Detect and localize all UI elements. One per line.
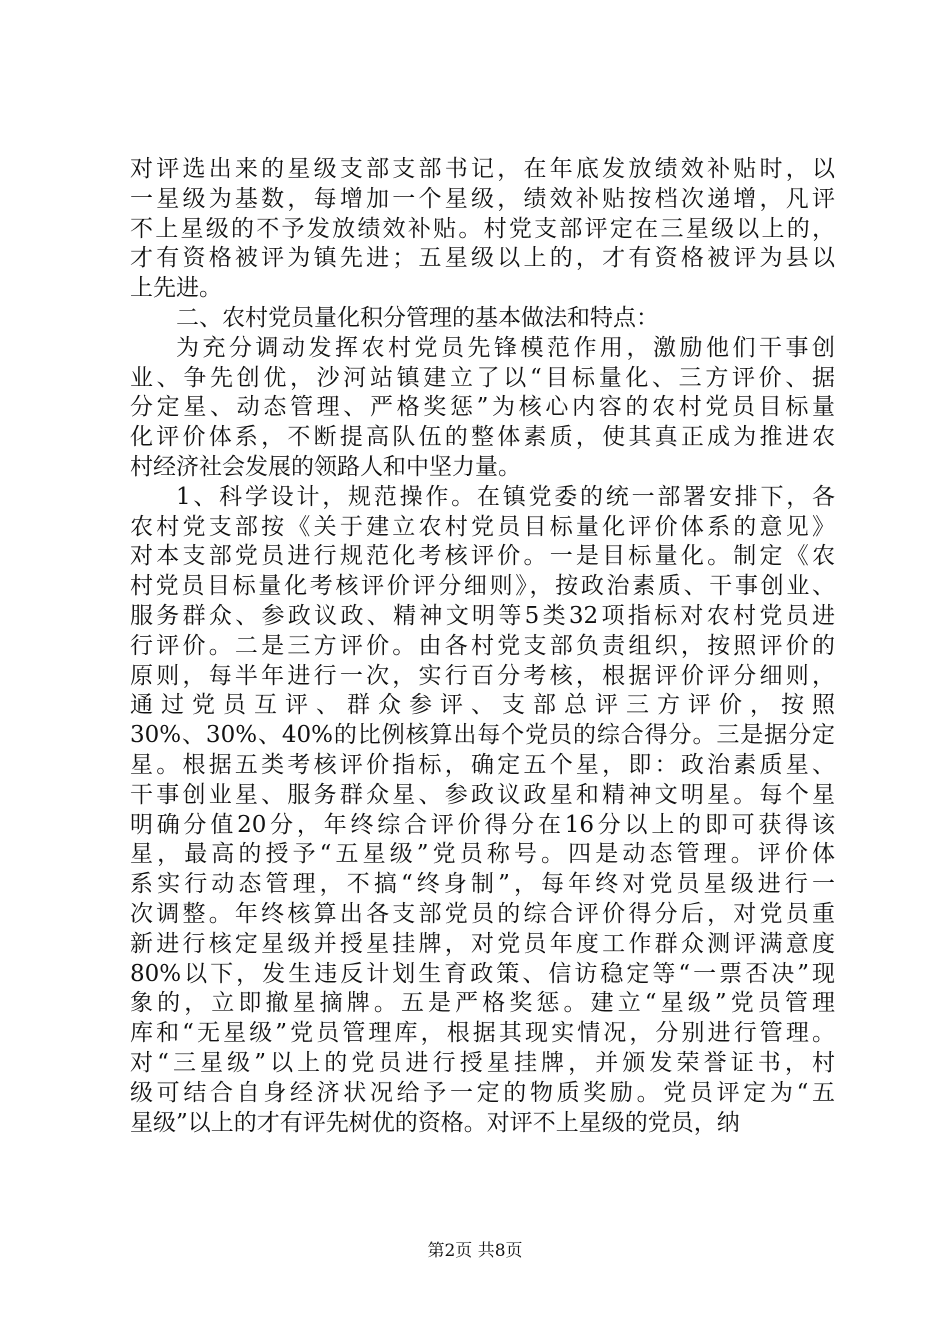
- document-body: [130, 155, 835, 1138]
- text-line: 对“三星级”以上的党员进行授星挂牌，并颁发荣誉证书，村: [130, 1049, 835, 1076]
- text-line: 原则，每半年进行一次，实行百分考核，根据评价评分细则，: [130, 662, 835, 689]
- text-line: 服务群众、参政议政、精神文明等5类32项指标对农村党员进: [130, 602, 835, 629]
- text-line: 星级”以上的才有评先树优的资格。对评不上星级的党员，纳: [130, 1109, 740, 1136]
- text-line: 象的，立即撤星摘牌。五是严格奖惩。建立“星级”党员管理: [130, 990, 835, 1017]
- text-line: 一星级为基数，每增加一个星级，绩效补贴按档次递增，凡评: [130, 185, 835, 212]
- text-line: 次调整。年终核算出各支部党员的综合评价得分后，对党员重: [130, 900, 835, 927]
- page-number: 第2页 共8页: [427, 1241, 523, 1261]
- paragraph-p-continued: [130, 155, 835, 304]
- text-line: 明确分值20分，年终综合评价得分在16分以上的即可获得该: [130, 811, 835, 838]
- text-line: 系实行动态管理，不搞“终身制”，每年终对党员星级进行一: [130, 871, 835, 898]
- text-line: 村党员目标量化考核评价评分细则》，按政治素质、干事创业、: [130, 573, 835, 600]
- paragraph-p-section-1: [130, 483, 835, 1139]
- text-line: 业、争先创优，沙河站镇建立了以“目标量化、三方评价、据: [130, 364, 835, 391]
- text-line: 1、科学设计，规范操作。在镇党委的统一部署安排下，各: [176, 483, 835, 510]
- text-line: 不上星级的不予发放绩效补贴。村党支部评定在三星级以上的，: [130, 215, 835, 242]
- page-footer: [0, 1236, 950, 1261]
- text-line: 村经济社会发展的领路人和中坚力量。: [130, 453, 521, 480]
- text-line: 星。根据五类考核评价指标，确定五个星，即：政治素质星、: [130, 751, 835, 778]
- text-line: 库和“无星级”党员管理库，根据其现实情况，分别进行管理。: [130, 1020, 835, 1047]
- text-line: 对本支部党员进行规范化考核评价。一是目标量化。制定《农: [130, 543, 835, 570]
- text-line: 二、农村党员量化积分管理的基本做法和特点：: [176, 304, 659, 331]
- text-line: 行评价。二是三方评价。由各村党支部负责组织，按照评价的: [130, 632, 835, 659]
- text-line: 为充分调动发挥农村党员先锋模范作用，激励他们干事创: [176, 334, 835, 361]
- text-line: 星，最高的授予“五星级”党员称号。四是动态管理。评价体: [130, 841, 835, 868]
- text-line: 干事创业星、服务群众星、参政议政星和精神文明星。每个星: [130, 781, 835, 808]
- text-line: 上先进。: [130, 275, 222, 302]
- paragraph-p-intro: [130, 334, 835, 483]
- text-line: 分定星、动态管理、严格奖惩”为核心内容的农村党员目标量: [130, 394, 835, 421]
- text-line: 农村党支部按《关于建立农村党员目标量化评价体系的意见》: [130, 513, 835, 540]
- text-line: 才有资格被评为镇先进；五星级以上的，才有资格被评为县以: [130, 245, 835, 272]
- text-line: 30%、30%、40%的比例核算出每个党员的综合得分。三是据分定: [130, 722, 835, 749]
- text-line: 新进行核定星级并授星挂牌，对党员年度工作群众测评满意度: [130, 930, 835, 957]
- text-line: 级可结合自身经济状况给予一定的物质奖励。党员评定为“五: [130, 1079, 835, 1106]
- text-line: 化评价体系，不断提高队伍的整体素质，使其真正成为推进农: [130, 424, 835, 451]
- text-line: 通过党员互评、群众参评、支部总评三方评价，按照: [130, 692, 835, 719]
- paragraph-p-heading-2: [130, 304, 835, 334]
- text-line: 80%以下，发生违反计划生育政策、信访稳定等“一票否决”现: [130, 960, 835, 987]
- text-line: 对评选出来的星级支部支部书记，在年底发放绩效补贴时，以: [130, 156, 835, 182]
